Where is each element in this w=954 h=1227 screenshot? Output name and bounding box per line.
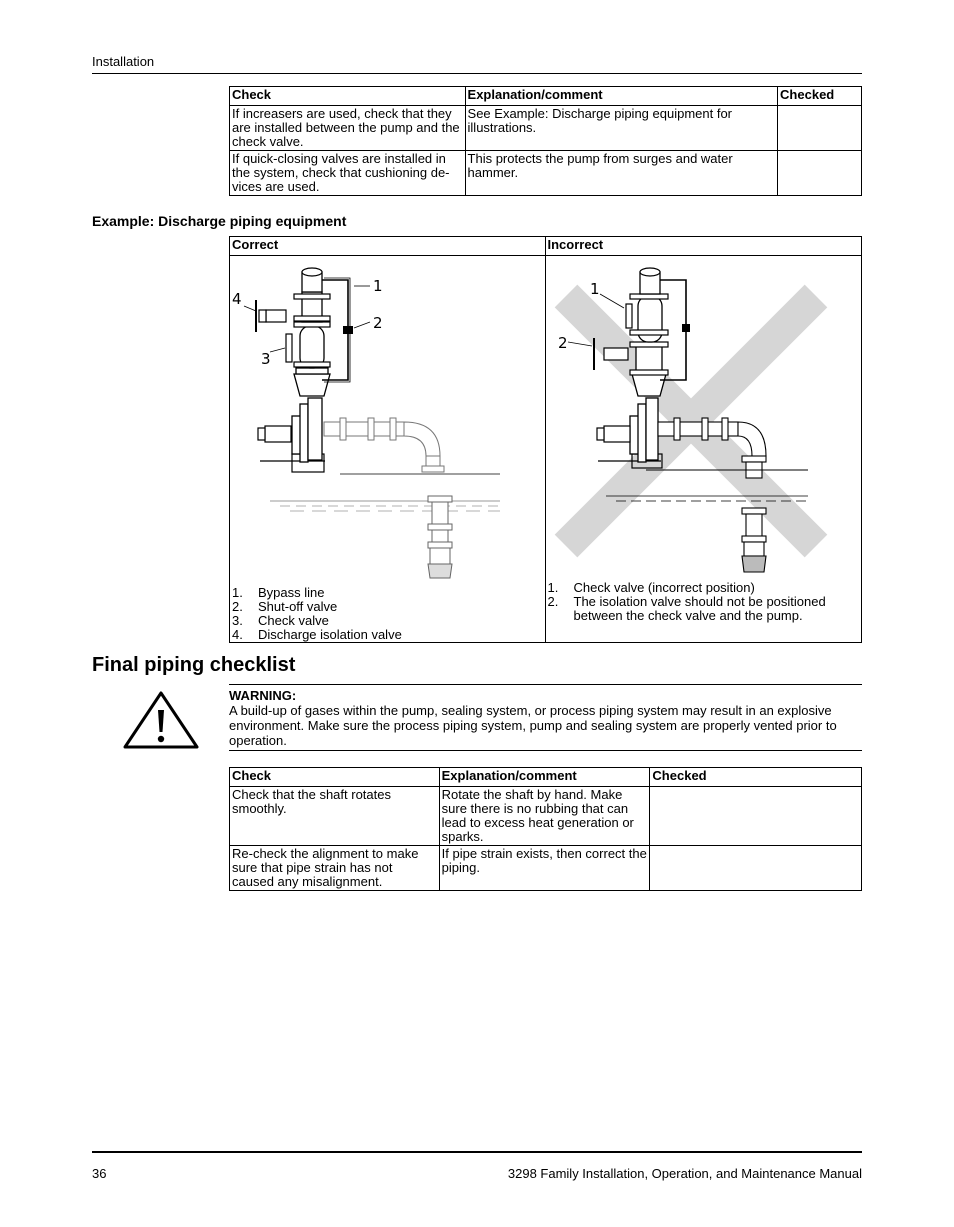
column-header: Check [230, 768, 440, 787]
manual-title: 3298 Family Installation, Operation, and Maintenance Manual [507, 1166, 862, 1181]
callout-3: 3 [261, 350, 271, 368]
comment-cell: This protects the pump from surges and water hammer. [465, 151, 778, 196]
table-row [230, 106, 862, 151]
checked-cell [778, 106, 862, 151]
final-check-table [229, 767, 862, 891]
check-table-top [229, 86, 862, 196]
column-header: Check [230, 87, 466, 106]
checked-cell [650, 846, 862, 891]
check-cell: If increasers are used, check that they are installed between the pump and the check valve. [230, 106, 466, 151]
table-header-row [230, 87, 862, 106]
correct-piping-diagram [230, 256, 544, 586]
correct-cell [230, 256, 546, 643]
example-table [229, 236, 862, 643]
comment-cell: See Example: Discharge piping equipment for illustrations. [465, 106, 778, 151]
page-number: 36 [92, 1166, 107, 1181]
checked-cell [650, 787, 862, 846]
warning-label: WARNING: [229, 688, 297, 703]
comment-cell: Rotate the shaft by hand. Make sure there is no rubbing that can lead to excess heat generation or sparks. [439, 787, 650, 846]
list-item: 2. Shut-off valve [232, 599, 338, 614]
column-header-incorrect: Incorrect [545, 237, 862, 256]
callout-1: 1 [373, 277, 383, 295]
incorrect-piping-diagram [546, 256, 861, 586]
incorrect-callout-2: 2 [557, 334, 568, 352]
table-row [230, 151, 862, 196]
column-header: Explanation/comment [465, 87, 778, 106]
check-cell: Check that the shaft rotates smoothly. [230, 787, 440, 846]
section-title: Final piping checklist [92, 654, 296, 676]
example-heading: Example: Discharge piping equipment [92, 213, 347, 229]
table-row [230, 787, 862, 846]
column-header-correct: Correct [230, 237, 546, 256]
callout-2: 2 [373, 314, 383, 332]
warning-top-rule [229, 684, 862, 685]
incorrect-cell [545, 256, 862, 643]
warning-bottom-rule [229, 750, 862, 751]
warning-box [229, 688, 863, 748]
check-cell: If quick-closing valves are installed in the system, check that cushioning de-vices are used. [230, 151, 466, 196]
running-header: Installation [92, 54, 155, 69]
list-item: 2. The isolation valve should not be positioned between the check valve and the pump. [547, 594, 826, 623]
header-rule [92, 73, 862, 74]
correct-legend [232, 586, 532, 642]
column-header: Checked [650, 768, 862, 787]
warning-text: A build-up of gases within the pump, sealing system, or process piping system may result in an explosive environment. Make sure the process piping system, pump and sealing system are properly vented prior to operation. [229, 703, 837, 748]
list-item: 1. Check valve (incorrect position) [547, 580, 755, 595]
list-item: 4. Discharge isolation valve [232, 627, 402, 642]
table-row [230, 256, 862, 643]
table-header-row [230, 237, 862, 256]
warning-triangle-icon [122, 690, 200, 750]
table-row [230, 846, 862, 891]
footer-rule [92, 1151, 862, 1153]
callout-4: 4 [232, 290, 242, 308]
comment-cell: If pipe strain exists, then correct the piping. [439, 846, 650, 891]
incorrect-legend [548, 581, 848, 623]
table-header-row [230, 768, 862, 787]
list-item: 1. Bypass line [232, 585, 325, 600]
checked-cell [778, 151, 862, 196]
column-header: Explanation/comment [439, 768, 650, 787]
check-cell: Re-check the alignment to make sure that pipe strain has not caused any misalignment. [230, 846, 440, 891]
incorrect-callout-1: 1 [589, 280, 600, 298]
column-header: Checked [778, 87, 862, 106]
list-item: 3. Check valve [232, 613, 329, 628]
